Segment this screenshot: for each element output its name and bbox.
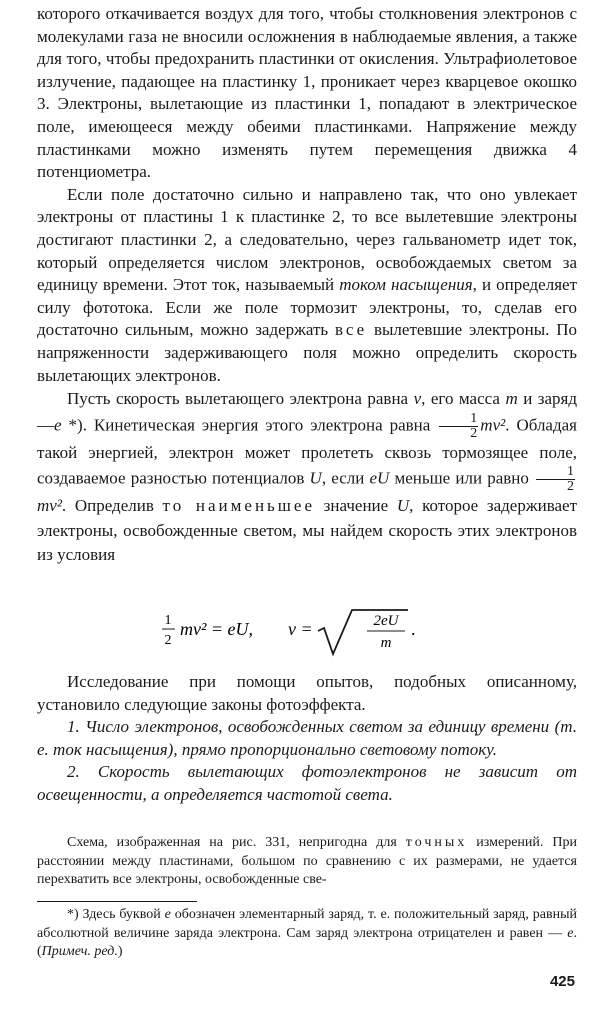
- symbol-e: e: [54, 415, 62, 434]
- main-text-block: [37, 3, 577, 568]
- text-run: ): [117, 944, 123, 959]
- formula-block: [0, 604, 595, 662]
- spaced-word: то наименьшее: [162, 496, 315, 516]
- text-run: Пусть скорость вылетающего электрона равна: [67, 389, 414, 409]
- page-number: 425: [549, 973, 575, 990]
- formula-sqrt-num: 2eU: [373, 613, 399, 629]
- text-run: обозначен элементарный заряд, т. е. положительный заряд, равный абсолютной величине заряда электрона. Сам заряд электрона отрицателен и равен —: [37, 907, 577, 941]
- text-run: , которое задерживает электроны, освобожденные светом, мы найдем скорость этих электронов из условия: [37, 496, 578, 565]
- footnote-text: [37, 906, 577, 962]
- formula-frac-den: 2: [164, 633, 172, 648]
- symbol-e: e: [164, 907, 171, 922]
- formula-lhs: mv² = eU,: [180, 619, 254, 639]
- text-run: значение: [315, 496, 397, 516]
- symbol-m: m: [505, 389, 518, 409]
- spaced-word: все: [334, 320, 368, 340]
- law-2-text: 2. Скорость вылетающих фотоэлектронов не зависит от освещенности, а определяется частотой света.: [37, 762, 577, 804]
- law-1: [37, 716, 577, 761]
- text-run: *) Здесь буквой: [67, 907, 165, 922]
- text-run: . Обладая такой энергией, электрон может пролететь сквозь тормозящее поле, создаваемое разностью потенциалов: [37, 415, 577, 488]
- fraction-half: [439, 412, 478, 441]
- footnote-divider: [37, 901, 197, 902]
- text-run: . (: [37, 925, 577, 959]
- text-run: Схема, изображенная на рис. 331, непригодна для: [67, 835, 406, 850]
- editor-note: Примеч. ред.: [41, 944, 118, 959]
- paragraph-3: [37, 387, 577, 568]
- formula-sqrt-den: m: [380, 635, 392, 651]
- text-run: , если: [321, 468, 370, 488]
- text-run: вылетевшие электроны. По напряженности задерживающего поля можно определить скорость вылетающих электронов.: [37, 320, 577, 385]
- fraction-denominator: 2: [470, 425, 478, 441]
- text-run: . Определив: [61, 496, 163, 516]
- footnote: [37, 906, 577, 962]
- symbol-U: U: [309, 468, 322, 488]
- fraction-numerator: 1: [536, 465, 575, 480]
- text-run: измерений. При расстоянии между пластинами, большом по сравнению с их размерами, не удается перехватить все электроны, освобожденные све-: [37, 835, 577, 887]
- text-run: *). Кинетическая энергия этого электрона равна: [61, 415, 438, 434]
- text-run: Если поле достаточно сильно и направлено так, что оно увлекает электроны от пластины 1 к пластинке 2, то все вылетевшие электроны достигают пластинки 2, а следовательно, через гальванометр идет ток, который определяется числом электронов, освобождаемых светом за единицу времени. Этот ток, называемый: [37, 184, 577, 295]
- paragraph-1: которого откачивается воздух для того, чтобы столкновения электронов с молекулами газа не вносили осложнения в наблюдаемые явления, а также для того, чтобы предохранить пластинки от окисления. Ультрафиолетовое излучение, падающее на пластинку 1, проникает через кварцевое окошко 3. Электроны, вылетающие из пластинки 1, попадают в электрическое поле, имеющееся между обеими пластинками. Напряжение между пластинками можно изменять путем перемещения движка 4 потенциометра.: [37, 4, 577, 182]
- fraction-numerator: 1: [439, 412, 478, 427]
- law-2: [37, 761, 577, 806]
- text-run: , его масса: [421, 389, 506, 409]
- symbol-v: v: [413, 389, 422, 409]
- text-run: меньше или равно: [389, 468, 535, 488]
- fraction-half: [536, 465, 575, 494]
- symbol-mv2: mv²: [37, 496, 62, 516]
- law-1-text: 1. Число электронов, освобожденных светом за единицу времени (т. е. ток насыщения), прямо пропорционально световому потоку.: [37, 717, 577, 759]
- symbol-mv2: mv²: [480, 415, 506, 434]
- fraction-denominator: 2: [567, 479, 575, 495]
- text-run: , и определяет силу фототока. Если же поле тормозит электроны, то, сделав его достаточно сильным, можно задержать: [37, 275, 577, 340]
- formula-svg: [0, 604, 595, 662]
- term-saturation-current: током насыщения: [339, 275, 473, 295]
- small-paragraph-text: [37, 834, 577, 890]
- laws-block: [37, 671, 577, 807]
- formula-period: .: [411, 619, 416, 639]
- symbol-eU: eU: [369, 468, 390, 488]
- symbol-e: e: [567, 925, 574, 941]
- spaced-word: точных: [405, 835, 468, 850]
- text-run: и заряд —: [37, 389, 577, 434]
- symbol-U: U: [396, 496, 410, 516]
- formula-frac-num: 1: [164, 613, 172, 628]
- paragraph-4: Исследование при помощи опытов, подобных описанному, установило следующие законы фотоэффекта.: [37, 672, 577, 714]
- formula-v-equals: v =: [288, 619, 313, 639]
- small-paragraph: [37, 834, 577, 890]
- paragraph-2: [37, 184, 577, 387]
